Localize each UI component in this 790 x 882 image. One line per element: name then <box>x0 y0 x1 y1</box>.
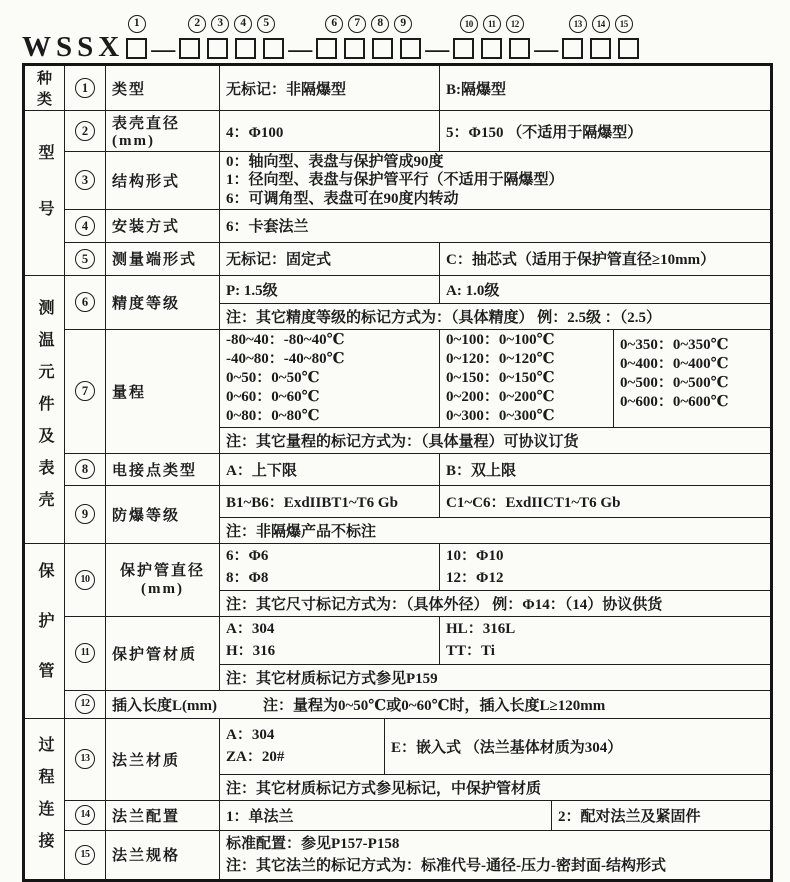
value-cell: 10：Φ10 12：Φ12 <box>440 543 772 590</box>
row-number-cell <box>65 152 106 210</box>
group-label-zhonglei: 种类 <box>24 65 65 111</box>
circled-number: 3 <box>75 170 95 190</box>
model-box <box>344 38 365 59</box>
row-number-cell <box>65 616 106 690</box>
model-group-2 <box>179 15 284 59</box>
row-label: 法兰材质 <box>106 718 220 800</box>
row-number-cell <box>65 111 106 152</box>
value-cell: 1：单法兰 <box>220 800 552 830</box>
dash-separator: — <box>151 37 176 63</box>
value-cell: C1~C6：ExdIICT1~T6 Gb <box>440 485 772 517</box>
value-cell: B：双上限 <box>440 453 772 485</box>
model-box <box>562 38 583 59</box>
model-box <box>263 38 284 59</box>
note-text: 注：量程为0~50℃或0~60℃时，插入长度L≥120mm <box>263 697 606 714</box>
model-box <box>481 38 502 59</box>
value-cell: 0~100：0~100℃ 0~120：0~120℃ 0~150：0~150℃ 0~200：0~200℃ 0~300：0~300℃ <box>440 329 614 427</box>
dash-separator: — <box>425 37 450 63</box>
note-cell: 注：其它材质标记方式参见标记，中保护管材质 <box>220 774 772 800</box>
note-cell: 注：其它量程的标记方式为：（具体量程）可协议订货 <box>220 427 772 453</box>
circled-number: 14 <box>75 805 95 825</box>
circled-number-14: 14 <box>592 15 610 33</box>
model-box <box>453 38 474 59</box>
value-cell: 5：Φ150 （不适用于隔爆型） <box>440 111 772 152</box>
value-cell: E：嵌入式 （法兰基体材质为304） <box>385 718 772 774</box>
circled-number: 2 <box>75 121 95 141</box>
value-cell: 6：卡套法兰 <box>220 209 772 242</box>
value-cell: A: 1.0级 <box>440 275 772 303</box>
circled-number-15: 15 <box>615 15 633 33</box>
circled-number-13: 13 <box>569 15 587 33</box>
circled-number-5: 5 <box>257 15 275 33</box>
row-label: 插入长度L(mm) <box>112 697 217 714</box>
row-label: 保护管直径 (mm) <box>106 543 220 616</box>
row-label: 类型 <box>106 65 220 111</box>
spec-table <box>22 63 773 882</box>
note-cell: 注：其它材质标记方式参见P159 <box>220 664 772 690</box>
row-label: 安装方式 <box>106 209 220 242</box>
value-cell: 4：Φ100 <box>220 111 440 152</box>
circled-number-4: 4 <box>234 15 252 33</box>
note-cell: 注：其它尺寸标记方式为：（具体外径） 例：Φ14：（14）协议供货 <box>220 590 772 616</box>
value-cell: P: 1.5级 <box>220 275 440 303</box>
note-cell: 注：其它精度等级的标记方式为：（具体精度） 例：2.5级 ：（2.5） <box>220 303 772 329</box>
row-number-cell <box>65 543 106 616</box>
dash-separator: — <box>534 37 559 63</box>
circled-number: 6 <box>75 292 95 312</box>
group-label-baohuguan: 保护管 <box>24 543 65 718</box>
row-label: 表壳直径(mm) <box>106 111 220 152</box>
value-cell: A：上下限 <box>220 453 440 485</box>
circled-number-2: 2 <box>188 15 206 33</box>
circled-number-9: 9 <box>394 15 412 33</box>
model-box <box>235 38 256 59</box>
row-label: 法兰配置 <box>106 800 220 830</box>
circled-number-3: 3 <box>211 15 229 33</box>
row-label: 量程 <box>106 329 220 453</box>
circled-number: 1 <box>75 78 95 98</box>
row-label: 结构形式 <box>106 152 220 210</box>
model-box <box>316 38 337 59</box>
value-cell: 0：轴向型、表盘与保护管成90度 1：径向型、表盘与保护管平行（不适用于隔爆型） 6：可调角型、表盘可在90度内转动 <box>220 152 772 210</box>
circled-number-12: 12 <box>506 15 524 33</box>
row-number-cell <box>65 830 106 880</box>
group-label-cewen-yuanjian: 测温元件及表壳 <box>24 275 65 543</box>
model-group-3 <box>316 15 421 59</box>
model-box <box>590 38 611 59</box>
value-cell: B:隔爆型 <box>440 65 772 111</box>
note-cell: 注：非隔爆产品不标注 <box>220 517 772 543</box>
circled-number: 12 <box>75 694 95 714</box>
group-label-xinghao: 型号 <box>24 111 65 276</box>
row-number-cell <box>65 485 106 543</box>
row-number-cell <box>65 453 106 485</box>
circled-number-11: 11 <box>483 15 501 33</box>
value-cell: C：抽芯式（适用于保护管直径≥10mm） <box>440 242 772 275</box>
circled-number: 10 <box>75 570 95 590</box>
model-box <box>372 38 393 59</box>
dash-separator: — <box>288 37 313 63</box>
circled-number-6: 6 <box>325 15 343 33</box>
model-box <box>618 38 639 59</box>
model-group-5 <box>562 15 639 59</box>
row-number-cell <box>65 275 106 329</box>
model-box <box>126 38 147 59</box>
value-cell: A：304 ZA：20# <box>220 718 385 774</box>
model-box <box>400 38 421 59</box>
row-label: 法兰规格 <box>106 830 220 880</box>
row-number-cell <box>65 329 106 453</box>
group-label-guocheng-lianjie: 过程连接 <box>24 718 65 880</box>
circled-number: 9 <box>75 504 95 524</box>
row-label: 防爆等级 <box>106 485 220 543</box>
row-label: 测量端形式 <box>106 242 220 275</box>
circled-number: 11 <box>75 643 95 663</box>
model-box <box>509 38 530 59</box>
value-cell: 2：配对法兰及紧固件 <box>552 800 772 830</box>
row-number-cell <box>65 209 106 242</box>
model-prefix: WSSX <box>22 31 125 63</box>
model-code <box>22 5 772 63</box>
value-cell: A：304 H：316 <box>220 616 440 664</box>
model-box <box>179 38 200 59</box>
row-number-cell <box>65 800 106 830</box>
value-cell: 0~350：0~350℃ 0~400：0~400℃ 0~500：0~500℃ 0~600：0~600℃ <box>614 329 772 427</box>
value-cell: B1~B6：ExdIIBT1~T6 Gb <box>220 485 440 517</box>
circled-number: 15 <box>75 845 95 865</box>
row-number-cell <box>65 242 106 275</box>
circled-number: 5 <box>75 249 95 269</box>
row-label: 精度等级 <box>106 275 220 329</box>
row-label: 电接点类型 <box>106 453 220 485</box>
value-cell: 无标记：固定式 <box>220 242 440 275</box>
circled-number-8: 8 <box>371 15 389 33</box>
model-box <box>207 38 228 59</box>
circled-number-1: 1 <box>128 15 146 33</box>
row-number-cell <box>65 690 106 718</box>
circled-number-7: 7 <box>348 15 366 33</box>
value-cell: 标准配置：参见P157-P158 注：其它法兰的标记方式为：标准代号-通径-压力-密封面-结构形式 <box>220 830 772 880</box>
circled-number: 7 <box>75 381 95 401</box>
circled-number-10: 10 <box>460 15 478 33</box>
circled-number: 13 <box>75 749 95 769</box>
row-number-cell <box>65 718 106 800</box>
value-cell: -80~40：-80~40℃ -40~80：-40~80℃ 0~50：0~50℃ 0~60：0~60℃ 0~80：0~80℃ <box>220 329 440 427</box>
circled-number: 4 <box>75 216 95 236</box>
row-label: 保护管材质 <box>106 616 220 690</box>
value-cell <box>106 690 772 718</box>
value-cell: 无标记：非隔爆型 <box>220 65 440 111</box>
model-group-4 <box>453 15 530 59</box>
value-cell: 6：Φ6 8：Φ8 <box>220 543 440 590</box>
model-group-1 <box>126 15 147 59</box>
value-cell: HL：316L TT：Ti <box>440 616 772 664</box>
circled-number: 8 <box>75 459 95 479</box>
row-number-cell <box>65 65 106 111</box>
